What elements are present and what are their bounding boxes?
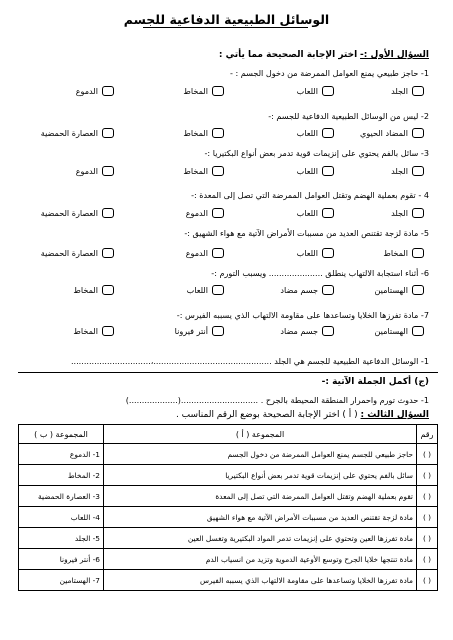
answer-checkbox[interactable] [212,166,224,176]
answer-option-label: الدموع [75,166,98,176]
answer-option-label: العصارة الحمضية [40,248,98,258]
completion-line: 1- الوسائل الدفاعية الطبيعية للجسم هي الجلد ..............................................،............................... [70,356,429,366]
section3-label: السؤال الثالث : [360,410,429,420]
section2-label: (ج) أكمل الجملة الآتية :- [321,377,429,387]
answer-option[interactable] [73,285,114,295]
answer-option-label: المخاط [73,326,98,336]
answer-option[interactable] [391,208,424,218]
answer-option[interactable] [391,86,424,96]
answer-option[interactable] [280,326,334,336]
answer-option-label: المخاط [183,166,208,176]
answer-slot[interactable]: ( ) [417,528,438,549]
answer-option-label: الدموع [185,248,208,258]
answer-slot[interactable]: ( ) [417,486,438,507]
title-underline [143,27,308,28]
answer-option[interactable] [297,166,334,176]
matching-table [18,424,438,591]
answer-option[interactable] [41,208,114,218]
answer-checkbox[interactable] [212,208,224,218]
question-text: 6- أثناء استجابة الالتهاب ينطلق ..................... ويسبب التورم :- [211,268,429,278]
answer-option-label: اللعاب [296,128,318,138]
answer-option-label: اللعاب [186,285,208,295]
completion-line-2: 1- حدوث تورم واحمرار المنطقة المحيطة بالجرح . ..............................(...................) [125,395,429,405]
section1-header [219,50,429,60]
group-a-item: حاجز طبيعي للجسم يمنع العوامل الممرضة من دخول الجسم [104,444,417,465]
header-group-a: المجموعة ( أ ) [104,425,417,444]
answer-checkbox[interactable] [212,326,224,336]
answer-slot[interactable]: ( ) [417,444,438,465]
answer-option[interactable] [297,86,334,96]
answer-option[interactable] [391,166,424,176]
answer-option[interactable] [187,285,224,295]
answer-option-label: الدموع [75,86,98,96]
answer-option-label: اللعاب [296,86,318,96]
answer-option-label: اللعاب [296,208,318,218]
answer-checkbox[interactable] [102,326,114,336]
table-row [19,444,438,465]
answer-option-label: المخاط [73,285,98,295]
table-header-row [19,425,438,444]
answer-slot[interactable]: ( ) [417,549,438,570]
group-a-item: سائل بالفم يحتوي على إنزيمات قوية تدمر بعض أنواع البكتيريا [104,465,417,486]
question-text: 5- مادة لزجة تقتنص العديد من مسببات الأمراض الآتية مع هواء الشهيق :- [184,228,429,238]
answer-option-label: الهستامين [374,285,408,295]
header-group-b: المجموعة ( ب ) [19,425,104,444]
answer-checkbox[interactable] [322,128,334,138]
answer-checkbox[interactable] [412,128,424,138]
answer-checkbox[interactable] [102,248,114,258]
answer-option[interactable] [374,285,424,295]
answer-checkbox[interactable] [322,208,334,218]
answer-checkbox[interactable] [412,326,424,336]
group-a-item: تقوم بعملية الهضم وتقتل العوامل الممرضة التي تصل إلى المعدة [104,486,417,507]
answer-option-label: العصارة الحمضية [40,208,98,218]
answer-checkbox[interactable] [212,285,224,295]
group-a-item: مادة تنتجها خلايا الجرح وتوسع الأوعية الدموية وتزيد من انسياب الدم [104,549,417,570]
question-text: 3- سائل بالفم يحتوي على إنزيمات قوية تدمر بعض أنواع البكتيريا :- [204,148,429,158]
answer-option-label: الهستامين [374,326,408,336]
answer-option-label: المخاط [183,86,208,96]
answer-option[interactable] [186,248,224,258]
answer-slot[interactable]: ( ) [417,507,438,528]
question-text: 7- مادة تفرزها الخلايا وتساعدها على مقاومة الالتهاب الذي يسببه الفيرس :- [176,310,429,320]
group-b-item: 3- العصارة الحمضية [19,486,104,507]
answer-option-label: الجلد [391,86,408,96]
section3-header [176,410,429,420]
answer-slot[interactable]: ( ) [417,570,438,591]
answer-option-label: المخاط [383,248,408,258]
table-row [19,549,438,570]
answer-option-label: جسم مضاد [280,326,318,336]
answer-checkbox[interactable] [212,248,224,258]
group-a-item: مادة تفرزها العين وتحتوي على إنزيمات تدمر المواد البكتيرية وتغسل العين [104,528,417,549]
question-text: 2- ليس من الوسائل الطبيعية الدفاعية للجسم :- [268,111,429,121]
answer-option-label: أنتر فيرونا [174,326,208,336]
answer-option[interactable] [73,326,114,336]
section1-label: السؤال الأول :- [360,50,429,60]
group-a-item: مادة لزجة تقتنص العديد من مسببات الأمراض الآتية مع هواء الشهيق [104,507,417,528]
answer-slot[interactable]: ( ) [417,465,438,486]
group-b-item: 4- اللعاب [19,507,104,528]
answer-checkbox[interactable] [102,166,114,176]
matching-table-body [19,444,438,591]
answer-option[interactable] [374,326,424,336]
answer-option[interactable] [76,166,114,176]
table-row [19,507,438,528]
answer-option[interactable] [297,128,334,138]
group-a-item: مادة تفرزها الخلايا وتساعدها على مقاومة الالتهاب الذي يسببه الفيرس [104,570,417,591]
group-b-item: 1- الدموع [19,444,104,465]
answer-option-label: جسم مضاد [280,285,318,295]
answer-option[interactable] [183,128,224,138]
answer-checkbox[interactable] [412,86,424,96]
answer-option-label: الجلد [391,166,408,176]
answer-checkbox[interactable] [322,86,334,96]
section3-instruction: ( أ ) اختر الإجابة الصحيحة بوضع الرقم المناسب . [175,410,358,420]
answer-option[interactable] [175,326,224,336]
question-text: 4 - تقوم بعملية الهضم وتقتل العوامل الممرضة التي تصل إلى المعدة :- [191,190,429,200]
answer-option-label: الجلد [391,208,408,218]
question-text: 1- حاجز طبيعي يمنع العوامل الممرضة من دخول الجسم : - [229,68,429,78]
answer-checkbox[interactable] [102,285,114,295]
answer-option[interactable] [76,86,114,96]
header-num: رقم [417,425,438,444]
answer-checkbox[interactable] [322,166,334,176]
answer-checkbox[interactable] [412,208,424,218]
table-row [19,486,438,507]
page-title: الوسائل الطبيعية الدفاعية للجسم [123,12,330,27]
answer-checkbox[interactable] [102,208,114,218]
answer-option[interactable] [183,86,224,96]
answer-option[interactable] [297,208,334,218]
answer-checkbox[interactable] [102,128,114,138]
answer-option[interactable] [297,248,334,258]
table-row [19,465,438,486]
answer-option-label: اللعاب [296,248,318,258]
answer-checkbox[interactable] [412,248,424,258]
answer-checkbox[interactable] [412,166,424,176]
answer-option[interactable] [41,128,114,138]
answer-checkbox[interactable] [322,248,334,258]
section1-instruction: اختر الإجابة الصحيحة مما يأتي : [218,50,358,60]
answer-checkbox[interactable] [322,285,334,295]
answer-option-label: الدموع [185,208,208,218]
group-b-item: 6- أنتر فيرونا [19,549,104,570]
answer-option-label: المخاط [183,128,208,138]
answer-option-label: المضاد الحيوي [360,128,408,138]
table-row [19,528,438,549]
group-b-item: 5- الجلد [19,528,104,549]
answer-option[interactable] [383,248,424,258]
answer-checkbox[interactable] [412,285,424,295]
answer-option[interactable] [183,166,224,176]
group-b-item: 7- الهستامين [19,570,104,591]
answer-option[interactable] [41,248,114,258]
group-b-item: 2- المخاط [19,465,104,486]
answer-option[interactable] [360,128,424,138]
answer-checkbox[interactable] [212,86,224,96]
answer-option[interactable] [280,285,334,295]
answer-option-label: العصارة الحمضية [40,128,98,138]
answer-checkbox[interactable] [212,128,224,138]
divider [18,372,438,373]
table-row [19,570,438,591]
answer-option-label: اللعاب [296,166,318,176]
answer-checkbox[interactable] [102,86,114,96]
answer-option[interactable] [186,208,224,218]
answer-checkbox[interactable] [322,326,334,336]
